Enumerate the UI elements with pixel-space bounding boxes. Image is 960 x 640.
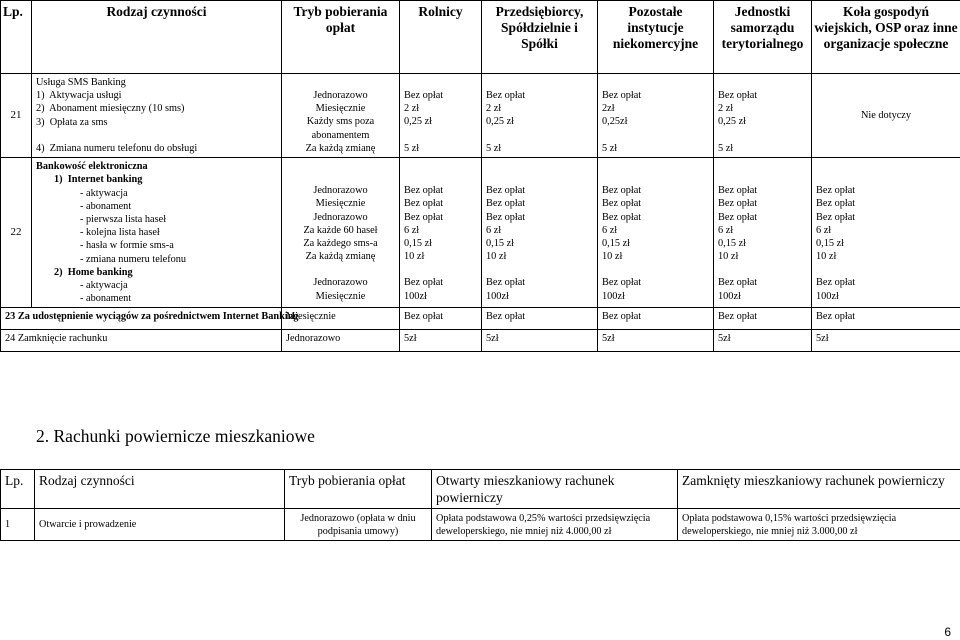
table-row-24 bbox=[1, 330, 960, 352]
row23-mode: Miesięcznie bbox=[282, 308, 400, 330]
header-pozostale: Pozostałe instytucje niekomercyjne bbox=[598, 1, 714, 74]
row22-items1: - aktywacja - abonament - pierwsza lista haseł - kolejna lista haseł - hasła w formie sms-a - zmiana numeru telefonu bbox=[80, 187, 187, 265]
t2-row1-mode-text: Jednorazowo (opłata w dniu podpisania umowy) bbox=[300, 512, 416, 537]
row24-lp: 24 bbox=[5, 333, 16, 345]
page-number: 6 bbox=[944, 625, 951, 639]
row24-rolnicy: 5zł bbox=[400, 330, 482, 352]
t2-header-lp: Lp. bbox=[1, 470, 35, 509]
header-przedsiebiorcy: Przedsiębiorcy, Spółdzielnie i Spółki bbox=[482, 1, 598, 74]
row24-mode: Jednorazowo bbox=[282, 330, 400, 352]
row21-mode-text: Jednorazowo Miesięcznie Każdy sms poza abonamentem Za każdą zmianę bbox=[305, 90, 376, 154]
row23-lp: 23 bbox=[5, 311, 16, 323]
row22-sub2: 2) Home banking bbox=[54, 266, 133, 278]
t2-row1-mode bbox=[285, 509, 432, 541]
row21-pozostale bbox=[598, 74, 714, 158]
row22-rolnicy-fees1: Bez opłat Bez opłat Bez opłat 6 zł 0,15 zł 10 zł bbox=[404, 185, 444, 263]
row24-przedsiebiorcy: 5zł bbox=[482, 330, 598, 352]
t2-row1-open-text: Opłata podstawowa 0,25% wartości przedsięwzięcia deweloperskiego, nie mniej niż 4.000,00 zł bbox=[436, 512, 651, 537]
row21-mode bbox=[282, 74, 400, 158]
row24-pozostale: 5zł bbox=[598, 330, 714, 352]
row22-title: Bankowość elektroniczna bbox=[36, 161, 148, 173]
row22-jst bbox=[714, 158, 812, 308]
table2-row-1 bbox=[1, 509, 960, 541]
row22-kola bbox=[812, 158, 960, 308]
section-title: 2. Rachunki powiernicze mieszkaniowe bbox=[36, 426, 315, 446]
t2-header-mode: Tryb pobierania opłat bbox=[285, 470, 432, 509]
t2-row1-closed-text: Opłata podstawowa 0,15% wartości przedsięwzięcia deweloperskiego, nie mniej niż 3.000,00 zł bbox=[682, 512, 897, 537]
row22-jst-fees1: Bez opłat Bez opłat Bez opłat 6 zł 0,15 zł 10 zł bbox=[718, 185, 758, 263]
row24-activity bbox=[1, 330, 282, 352]
t2-header-closed: Zamknięty mieszkaniowy rachunek powierniczy bbox=[678, 470, 960, 509]
row24-jst: 5zł bbox=[714, 330, 812, 352]
table2-header-row bbox=[1, 470, 960, 509]
t2-row1-lp: 1 bbox=[1, 509, 35, 541]
row21-activity-text: Usługa SMS Banking 1) Aktywacja usługi 2) Abonament miesięczny (10 sms) 3) Opłata za sms 4) Zmiana numeru telefonu do obsługi bbox=[36, 77, 198, 155]
row21-przedsiebiorcy-text: Bez opłat 2 zł 0,25 zł 5 zł bbox=[486, 90, 526, 154]
row22-activity bbox=[32, 158, 282, 308]
row23-activity bbox=[1, 308, 299, 330]
row22-sub1: 1) Internet banking bbox=[54, 174, 143, 186]
t2-row1-open bbox=[432, 509, 678, 541]
row23-rolnicy: Bez opłat bbox=[400, 308, 482, 330]
row21-jst bbox=[714, 74, 812, 158]
row22-kola-fees2: Bez opłat 100zł bbox=[816, 277, 856, 302]
row22-lp: 22 bbox=[1, 158, 32, 308]
row22-przedsiebiorcy bbox=[482, 158, 598, 308]
row22-mode1: Jednorazowo Miesięcznie Jednorazowo Za każde 60 haseł Za każdego sms-a Za każdą zmianę bbox=[303, 185, 378, 263]
row22-przedsiebiorcy-fees2: Bez opłat 100zł bbox=[486, 277, 526, 302]
row22-jst-fees2: Bez opłat 100zł bbox=[718, 277, 758, 302]
row22-mode bbox=[282, 158, 400, 308]
table-row-22 bbox=[1, 158, 960, 308]
header-rolnicy: Rolnicy bbox=[400, 1, 482, 74]
t2-header-activity: Rodzaj czynności bbox=[35, 470, 285, 509]
row21-jst-text: Bez opłat 2 zł 0,25 zł 5 zł bbox=[718, 90, 758, 154]
row22-items2: - aktywacja - abonament bbox=[80, 280, 132, 305]
row21-rolnicy-text: Bez opłat 2 zł 0,25 zł 5 zł bbox=[404, 90, 444, 154]
row23-przedsiebiorcy: Bez opłat bbox=[482, 308, 598, 330]
row21-pozostale-text: Bez opłat 2zł 0,25zł 5 zł bbox=[602, 90, 642, 154]
header-activity: Rodzaj czynności bbox=[32, 1, 282, 74]
row24-kola: 5zł bbox=[812, 330, 960, 352]
row22-przedsiebiorcy-fees1: Bez opłat Bez opłat Bez opłat 6 zł 0,15 zł 10 zł bbox=[486, 185, 526, 263]
row23-kola: Bez opłat bbox=[812, 308, 960, 330]
row21-przedsiebiorcy bbox=[482, 74, 598, 158]
row21-activity bbox=[32, 74, 282, 158]
row22-pozostale-fees1: Bez opłat Bez opłat Bez opłat 6 zł 0,15 zł 10 zł bbox=[602, 185, 642, 263]
row22-pozostale bbox=[598, 158, 714, 308]
row22-rolnicy-fees2: Bez opłat 100zł bbox=[404, 277, 444, 302]
row22-pozostale-fees2: Bez opłat 100zł bbox=[602, 277, 642, 302]
trust-accounts-table bbox=[0, 469, 960, 541]
row21-kola: Nie dotyczy bbox=[812, 74, 960, 158]
header-mode: Tryb pobierania opłat bbox=[282, 1, 400, 74]
row22-rolnicy bbox=[400, 158, 482, 308]
header-kola: Koła gospodyń wiejskich, OSP oraz inne organizacje społeczne bbox=[812, 1, 960, 74]
row24-activity-text: Zamknięcie rachunku bbox=[17, 333, 108, 345]
header-jst: Jednostki samorządu terytorialnego bbox=[714, 1, 812, 74]
row23-activity-text: Za udostępnienie wyciągów za pośrednictwem Internet Banking bbox=[17, 311, 299, 323]
t2-row1-closed bbox=[678, 509, 960, 541]
t2-row1-activity: Otwarcie i prowadzenie bbox=[35, 509, 285, 541]
table-header-row bbox=[1, 1, 960, 74]
row21-lp: 21 bbox=[1, 74, 32, 158]
table-row-21 bbox=[1, 74, 960, 158]
t2-header-open: Otwarty mieszkaniowy rachunek powierniczy bbox=[432, 470, 678, 509]
row22-mode2: Jednorazowo Miesięcznie bbox=[313, 277, 368, 302]
row22-kola-fees1: Bez opłat Bez opłat Bez opłat 6 zł 0,15 zł 10 zł bbox=[816, 185, 856, 263]
table-row-23 bbox=[1, 308, 960, 330]
row23-pozostale: Bez opłat bbox=[598, 308, 714, 330]
row21-rolnicy bbox=[400, 74, 482, 158]
header-lp: Lp. bbox=[1, 1, 32, 74]
row23-jst: Bez opłat bbox=[714, 308, 812, 330]
